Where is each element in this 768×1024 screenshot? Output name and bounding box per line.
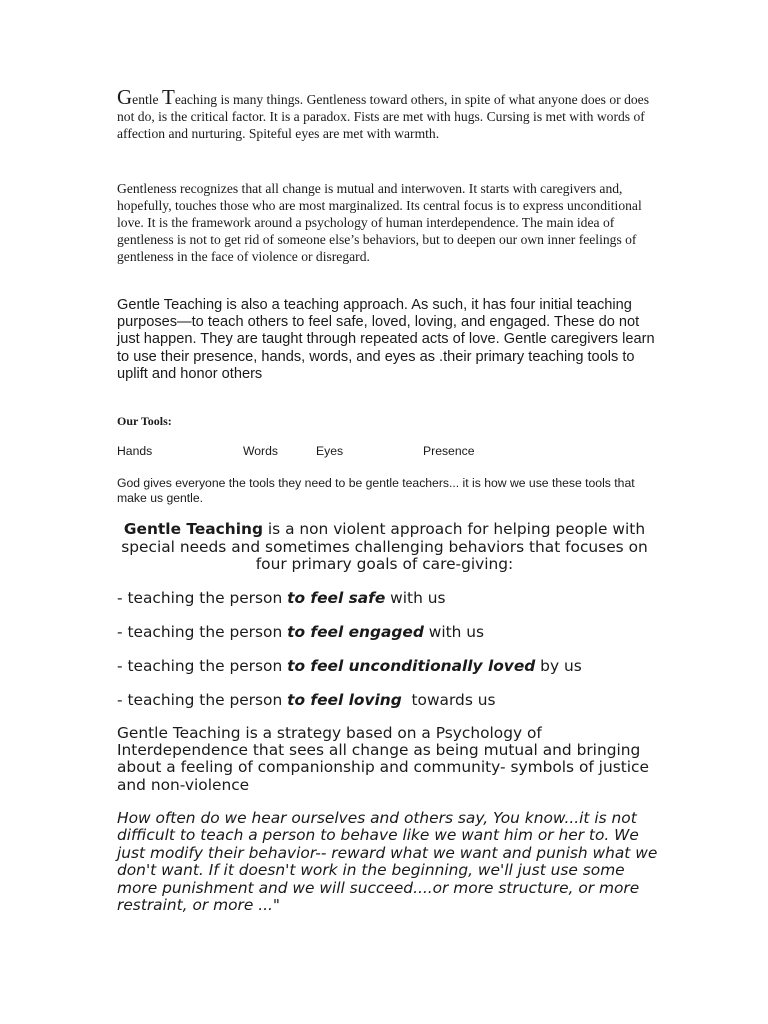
intro-text: eaching is many things. Gentleness toward others, in spite of what anyone does or does not do, is the critical factor. It is a paradox. Fists are met with hugs. Cursing is met with words of affection and nurturing. Spiteful eyes are met with warmth. (117, 92, 649, 141)
tool-words: Words (243, 444, 278, 458)
intro-paragraph (117, 85, 657, 142)
gentle-teaching-intro-text: is a non violent approach for helping people with special needs and sometimes challenging behaviors that focuses on four primary goals of care-giving: (121, 520, 648, 573)
goal-item (117, 623, 484, 641)
dropcap-t: T (162, 85, 175, 109)
tools-heading: Our Tools: (117, 414, 172, 428)
quote-paragraph: How often do we hear ourselves and others say, You know...it is not difficult to teach a person to behave like we want him or her to. We just modify their behavior-- reward what we want and punish what we don't want. If it doesn't work in the beginning, we'll just use some more punishment and we will succeed....or more structure, or more restraint, or more ..." (117, 809, 658, 915)
goal-suffix: by us (535, 657, 582, 675)
goal-item (117, 691, 496, 709)
tool-eyes: Eyes (316, 444, 344, 458)
gentle-teaching-term: Gentle Teaching (123, 520, 263, 538)
goal-emphasis: to feel engaged (287, 623, 424, 641)
dropcap-g: G (117, 85, 133, 109)
goal-item (117, 589, 446, 607)
gentle-teaching-intro (112, 521, 657, 574)
goal-suffix: with us (423, 623, 485, 641)
approach-paragraph: Gentle Teaching is also a teaching approach. As such, it has four initial teaching purposes—to teach others to feel safe, loved, loving, and engaged. These do not just happen. They are taught through repeated acts of love. Gentle caregivers learn to use their presence, hands, words, and eyes as .their primary teaching tools to uplift and honor others (117, 297, 655, 382)
goal-emphasis: to feel safe (287, 589, 386, 607)
goal-prefix: - teaching the person (117, 623, 288, 641)
goal-prefix: - teaching the person (117, 589, 288, 607)
tools-row (117, 444, 657, 460)
tools-note: God gives everyone the tools they need to be gentle teachers... it is how we use these tools that make us gentle. (117, 476, 635, 505)
goal-prefix: - teaching the person (117, 691, 288, 709)
goal-suffix: towards us (401, 691, 496, 709)
gentleness-paragraph: Gentleness recognizes that all change is mutual and interwoven. It starts with caregivers and, hopefully, touches those who are most marginalized. Its central focus is to express unconditional love. It is the framework around a psychology of human interdependence. The main idea of gentleness is not to get rid of someone else’s behaviors, but to deepen our own inner feelings of gentleness in the face of violence or disregard. (117, 181, 642, 264)
goal-emphasis: to feel unconditionally loved (287, 657, 536, 675)
goal-suffix: with us (385, 589, 446, 607)
goal-item (117, 657, 582, 675)
goal-prefix: - teaching the person (117, 657, 288, 675)
strategy-paragraph: Gentle Teaching is a strategy based on a Psychology of Interdependence that sees all change as being mutual and bringing about a feeling of companionship and community- symbols of justice and non-violence (117, 724, 649, 794)
tool-presence: Presence (423, 444, 475, 458)
tool-hands: Hands (117, 444, 153, 458)
goal-emphasis: to feel loving (287, 691, 402, 709)
intro-word-rest: entle (132, 92, 162, 107)
